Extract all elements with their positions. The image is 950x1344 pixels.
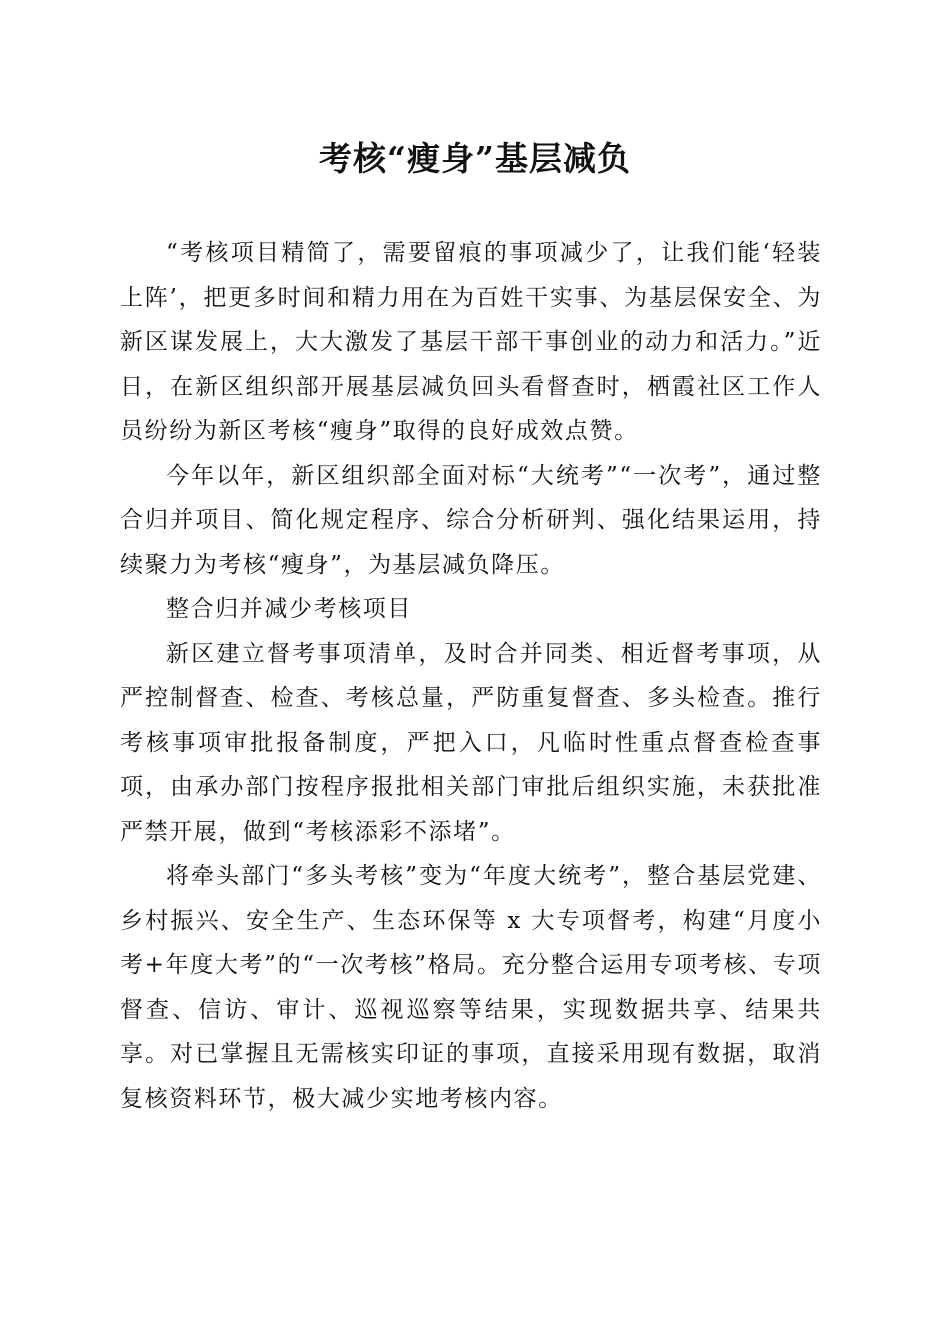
paragraph-checklist: 新区建立督考事项清单，及时合并同类、相近督考事项，从严控制督查、检查、考核总量，严防重复督查、多头检查。推行考核事项审批报备制度，严把入口，凡临时性重点督查检查事项，由承办部门按程序报批相关部门审批后组织实施，未获批准严禁开展，做到“考核添彩不添堵”。 <box>120 640 822 845</box>
paragraph-unified-exam: 将牵头部门“多头考核”变为“年度大统考”，整合基层党建、乡村振兴、安全生产、生态环保等 x 大专项督考，构建“月度小考+年度大考”的“一次考核”格局。充分整合运用专项考核、专项督查、信访、审计、巡视巡察等结果，实现数据共享、结果共享。对已掌握且无需核实印证的事项，直接采用现有数据，取消复核资料环节，极大减少实地考核内容。 <box>120 863 822 1112</box>
paragraph-intro: “考核项目精简了，需要留痕的事项减少了，让我们能‘轻装上阵’，把更多时间和精力用在为百姓干实事、为基层保安全、为新区谋发展上，大大激发了基层干部干事创业的动力和活力。”近日，在新区组织部开展基层减负回头看督查时，栖霞社区工作人员纷纷为新区考核“瘦身”取得的良好成效点赞。 <box>120 240 822 444</box>
document-body <box>120 231 822 1121</box>
document-title: 考核“瘦身”基层减负 <box>319 139 631 178</box>
section-heading: 整合归并减少考核项目 <box>166 596 412 622</box>
paragraph-overview: 今年以年，新区组织部全面对标“大统考”“一次考”，通过整合归并项目、简化规定程序、综合分析研判、强化结果运用，持续聚力为考核“瘦身”，为基层减负降压。 <box>120 462 822 578</box>
